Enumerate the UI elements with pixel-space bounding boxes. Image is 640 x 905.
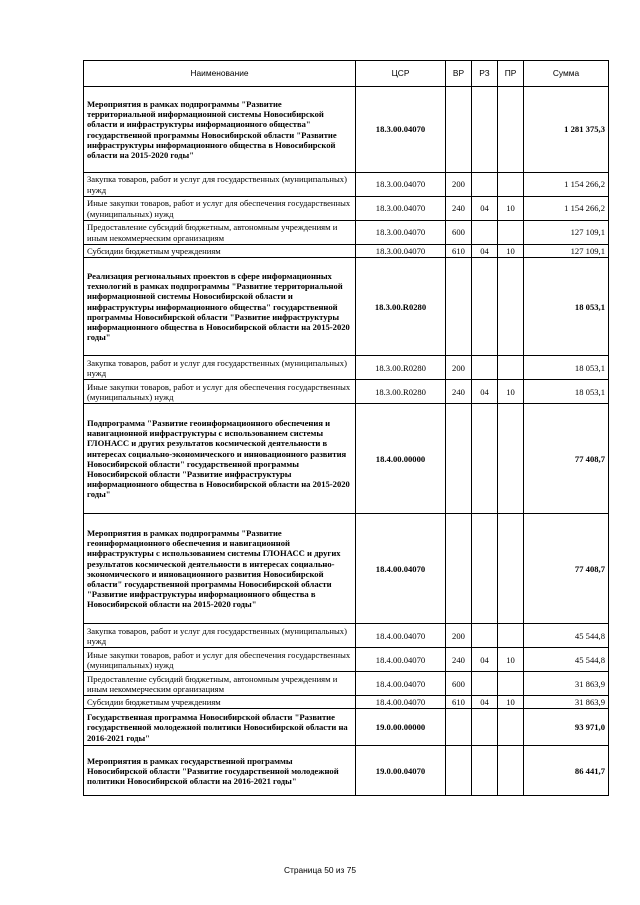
table-row	[84, 380, 609, 404]
cell-sum: 77 408,7	[524, 514, 609, 624]
cell-vr	[446, 258, 472, 356]
table-body	[84, 87, 609, 796]
cell-name: Иные закупки товаров, работ и услуг для обеспечения государственных (муниципальных) нужд	[84, 197, 356, 221]
cell-csr: 19.0.00.00000	[356, 709, 446, 746]
cell-name: Мероприятия в рамках подпрограммы "Развитие территориальной информационной системы Новосибирской области и инфраструктуры информационного общества" государственной программы Новосибирской области "Развитие инфраструктуры информационного общества в Новосибирской области на 2015-2020 годы"	[84, 87, 356, 173]
cell-csr: 19.0.00.04070	[356, 746, 446, 796]
cell-rz	[472, 404, 498, 514]
cell-pr: 10	[498, 197, 524, 221]
cell-name: Закупка товаров, работ и услуг для государственных (муниципальных) нужд	[84, 356, 356, 380]
header-pr: ПР	[498, 61, 524, 87]
cell-name: Иные закупки товаров, работ и услуг для обеспечения государственных (муниципальных) нужд	[84, 648, 356, 672]
cell-name: Закупка товаров, работ и услуг для государственных (муниципальных) нужд	[84, 173, 356, 197]
cell-csr: 18.4.00.04070	[356, 672, 446, 696]
cell-sum: 77 408,7	[524, 404, 609, 514]
cell-pr	[498, 173, 524, 197]
cell-pr	[498, 709, 524, 746]
cell-vr: 600	[446, 221, 472, 245]
header-name: Наименование	[84, 61, 356, 87]
cell-rz	[472, 709, 498, 746]
cell-rz	[472, 258, 498, 356]
cell-pr	[498, 746, 524, 796]
cell-vr: 610	[446, 696, 472, 709]
table-row	[84, 514, 609, 624]
cell-sum: 31 863,9	[524, 672, 609, 696]
cell-rz	[472, 514, 498, 624]
cell-sum: 1 154 266,2	[524, 173, 609, 197]
header-rz: РЗ	[472, 61, 498, 87]
cell-name: Предоставление субсидий бюджетным, автономным учреждениям и иным некоммерческим организациям	[84, 672, 356, 696]
cell-pr: 10	[498, 696, 524, 709]
cell-rz	[472, 746, 498, 796]
table-row	[84, 709, 609, 746]
table-row	[84, 245, 609, 258]
table-row	[84, 624, 609, 648]
cell-vr	[446, 87, 472, 173]
cell-sum: 18 053,1	[524, 380, 609, 404]
cell-csr: 18.3.00.04070	[356, 173, 446, 197]
cell-csr: 18.4.00.04070	[356, 696, 446, 709]
cell-vr: 600	[446, 672, 472, 696]
cell-sum: 1 281 375,3	[524, 87, 609, 173]
cell-name: Подпрограмма "Развитие геоинформационного обеспечения и навигационной инфраструктуры с использованием системы ГЛОНАСС и других результатов космической деятельности в интересах социально-экономического и инновационного развития Новосибирской области" государственной программы Новосибирской области "Развитие инфраструктуры информационного общества в Новосибирской области на 2015-2020 годы"	[84, 404, 356, 514]
cell-name: Субсидии бюджетным учреждениям	[84, 245, 356, 258]
cell-rz	[472, 624, 498, 648]
cell-csr: 18.3.00.04070	[356, 221, 446, 245]
cell-name: Государственная программа Новосибирской области "Развитие государственной молодежной политики Новосибирской области на 2016-2021 годы"	[84, 709, 356, 746]
cell-pr: 10	[498, 648, 524, 672]
cell-vr	[446, 404, 472, 514]
cell-vr: 240	[446, 197, 472, 221]
cell-name: Мероприятия в рамках государственной программы Новосибирской области "Развитие государственной молодежной политики Новосибирской области на 2016-2021 годы"	[84, 746, 356, 796]
table-row	[84, 356, 609, 380]
cell-sum: 86 441,7	[524, 746, 609, 796]
cell-csr: 18.3.00.04070	[356, 87, 446, 173]
table-row	[84, 221, 609, 245]
cell-sum: 18 053,1	[524, 258, 609, 356]
cell-sum: 45 544,8	[524, 648, 609, 672]
cell-csr: 18.3.00.04070	[356, 245, 446, 258]
cell-sum: 18 053,1	[524, 356, 609, 380]
cell-pr: 10	[498, 245, 524, 258]
cell-pr	[498, 514, 524, 624]
cell-pr	[498, 87, 524, 173]
cell-vr: 240	[446, 380, 472, 404]
cell-sum: 31 863,9	[524, 696, 609, 709]
cell-vr	[446, 709, 472, 746]
cell-csr: 18.3.00.04070	[356, 197, 446, 221]
cell-name: Мероприятия в рамках подпрограммы "Развитие геоинформационного обеспечения и навигационной инфраструктуры с использованием системы ГЛОНАСС и других результатов космической деятельности в интересах социально-экономического и инновационного развития Новосибирской области" государственной программы Новосибирской области "Развитие инфраструктуры информационного общества в Новосибирской области на 2015-2020 годы"	[84, 514, 356, 624]
table-row	[84, 87, 609, 173]
cell-name: Иные закупки товаров, работ и услуг для обеспечения государственных (муниципальных) нужд	[84, 380, 356, 404]
cell-rz: 04	[472, 380, 498, 404]
cell-rz	[472, 87, 498, 173]
cell-name: Реализация региональных проектов в сфере информационных технологий в рамках подпрограммы "Развитие территориальной информационной системы Новосибирской области и инфраструктуры информационного общества" государственной программы Новосибирской области "Развитие инфраструктуры информационного общества в Новосибирской области на 2015-2020 годы"	[84, 258, 356, 356]
cell-rz	[472, 221, 498, 245]
cell-vr: 200	[446, 356, 472, 380]
cell-pr	[498, 356, 524, 380]
table-row	[84, 197, 609, 221]
cell-pr	[498, 258, 524, 356]
table-row	[84, 672, 609, 696]
cell-csr: 18.4.00.04070	[356, 514, 446, 624]
cell-rz: 04	[472, 648, 498, 672]
table-row	[84, 696, 609, 709]
budget-table	[83, 60, 609, 796]
cell-vr: 200	[446, 173, 472, 197]
cell-pr	[498, 221, 524, 245]
cell-rz: 04	[472, 245, 498, 258]
cell-csr: 18.3.00.R0280	[356, 356, 446, 380]
table-row	[84, 746, 609, 796]
cell-sum: 127 109,1	[524, 221, 609, 245]
cell-pr	[498, 624, 524, 648]
cell-sum: 45 544,8	[524, 624, 609, 648]
cell-vr: 200	[446, 624, 472, 648]
cell-name: Закупка товаров, работ и услуг для государственных (муниципальных) нужд	[84, 624, 356, 648]
cell-csr: 18.4.00.00000	[356, 404, 446, 514]
cell-sum: 93 971,0	[524, 709, 609, 746]
cell-rz	[472, 356, 498, 380]
table-row	[84, 404, 609, 514]
cell-rz	[472, 173, 498, 197]
page-number: Страница 50 из 75	[283, 865, 357, 875]
cell-sum: 1 154 266,2	[524, 197, 609, 221]
table-header-row	[84, 61, 609, 87]
cell-csr: 18.3.00.R0280	[356, 380, 446, 404]
cell-rz: 04	[472, 197, 498, 221]
cell-vr: 610	[446, 245, 472, 258]
cell-name: Предоставление субсидий бюджетным, автономным учреждениям и иным некоммерческим организациям	[84, 221, 356, 245]
header-vr: ВР	[446, 61, 472, 87]
cell-sum: 127 109,1	[524, 245, 609, 258]
table-row	[84, 173, 609, 197]
cell-vr: 240	[446, 648, 472, 672]
cell-pr	[498, 672, 524, 696]
cell-pr	[498, 404, 524, 514]
cell-pr: 10	[498, 380, 524, 404]
cell-rz	[472, 672, 498, 696]
header-sum: Сумма	[524, 61, 609, 87]
table-row	[84, 258, 609, 356]
header-csr: ЦСР	[356, 61, 446, 87]
cell-name: Субсидии бюджетным учреждениям	[84, 696, 356, 709]
cell-rz: 04	[472, 696, 498, 709]
cell-csr: 18.4.00.04070	[356, 624, 446, 648]
cell-vr	[446, 746, 472, 796]
cell-csr: 18.4.00.04070	[356, 648, 446, 672]
cell-vr	[446, 514, 472, 624]
cell-csr: 18.3.00.R0280	[356, 258, 446, 356]
table-row	[84, 648, 609, 672]
